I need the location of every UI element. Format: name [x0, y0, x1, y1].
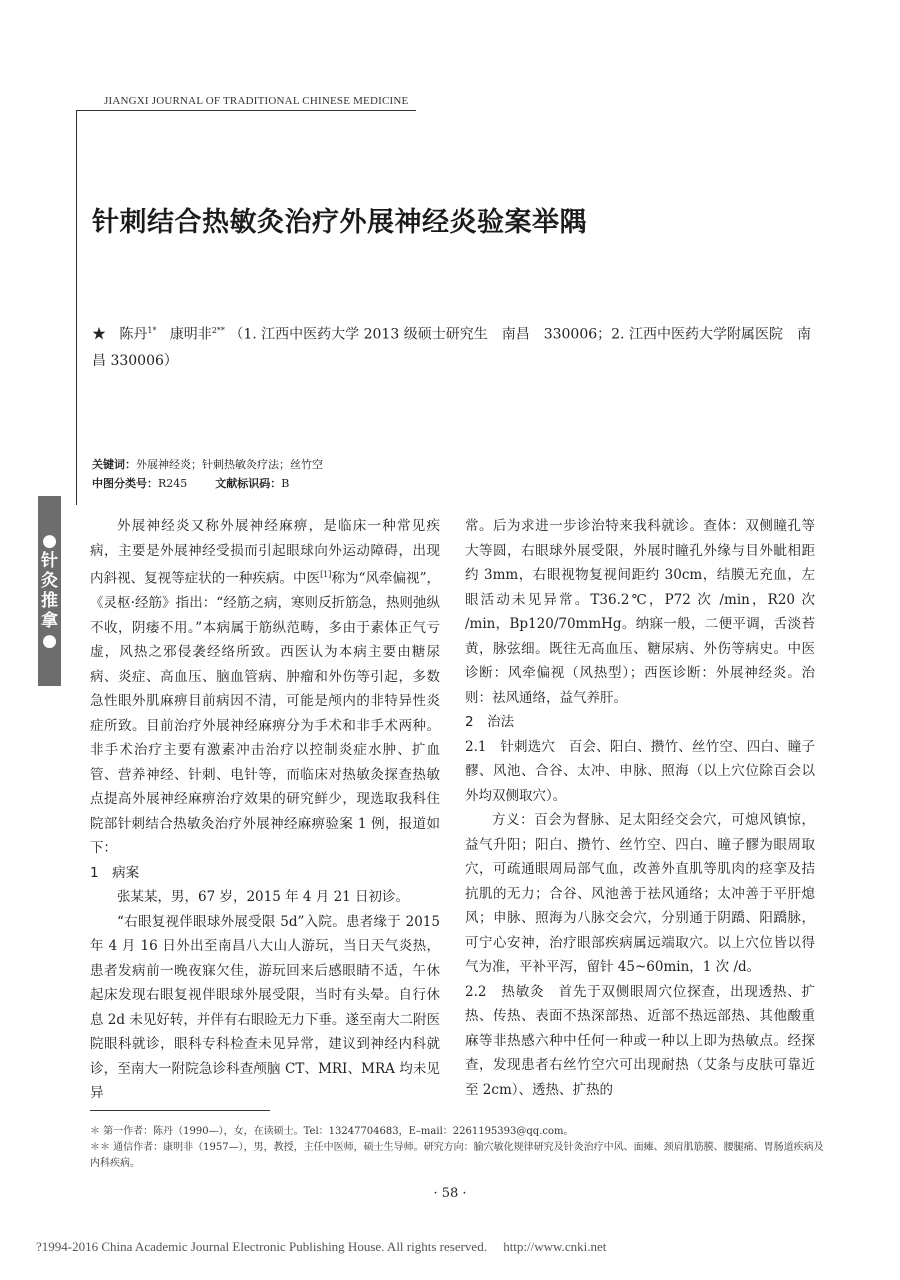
author-block	[92, 318, 812, 374]
star-icon: ★	[92, 326, 106, 343]
header-rule-corner	[76, 110, 104, 111]
tab-char: 针	[41, 551, 58, 571]
section-heading-1: 1 病案	[90, 864, 140, 881]
doc-code-value: B	[281, 477, 290, 490]
bullet-icon: ●	[42, 531, 57, 551]
intro-paragraph: 外展神经炎又称外展神经麻痹，是临床一种常见疾病，主要是外展神经受损而引起眼球向外运动障碍，出现内斜视、复视等症状的一种疾病。中医[1]称为“风牵偏视”，《灵枢·经筋》指出：“经筋之病，寒则反折筋急，热则弛纵不收，阴痿不用。”本病属于筋纵范畴，多由于素体正气亏虚，风热之邪侵袭经络所致。西医认为本病主要由糖尿病、炎症、高血压、脑血管病、肿瘤和外伤等引起，多数急性眼外肌麻痹目前病因不清，可能是颅内的非特异性炎症所致。目前治疗外展神经麻痹分为手术和非手术两种。非手术治疗主要有激素冲击治疗以控制炎症水肿、扩血管、营养神经、针刺、电针等，而临床对热敏灸探查热敏点提高外展神经麻痹治疗效果的研究鲜少，现选取我科住院部针刺结合热敏灸治疗外展神经麻痹验案 1 例，报道如下：	[90, 518, 441, 856]
right-column	[465, 514, 815, 1102]
case-paragraph: 张某某，男，67 岁，2015 年 4 月 21 日初诊。	[117, 889, 410, 905]
keywords-block	[92, 455, 323, 493]
clc-value: R245	[158, 477, 188, 490]
tab-char: 灸	[41, 571, 58, 591]
keywords-value: 外展神经炎；针刺热敏灸疗法；丝竹空	[136, 458, 323, 471]
doc-code-label: 文献标识码：	[215, 477, 282, 490]
footnote-rule	[90, 1110, 270, 1111]
footnote-1: ＊ 第一作者：陈丹（1990—），女，在读硕士。Tel：13247704683，E–mail：2261195393@qq.com。	[90, 1126, 574, 1137]
left-column	[90, 514, 440, 1106]
moxibustion-paragraph: 2.2 热敏灸 首先于双侧眼周穴位探查，出现透热、扩热、传热、表面不热深部热、近部不热远部热、其他酸重麻等非热感六种中任何一种或一种以上即为热敏点。经探查，发现患者右丝竹空穴可出现耐热（艾条与皮肤可靠近至 2cm）、透热、扩热的	[465, 983, 815, 1098]
author-2-sup: 2**	[211, 326, 225, 335]
footnote-2: ＊＊ 通信作者：康明非（1957—），男，教授，主任中医师，硕士生导师。研究方向：腧穴敏化规律研究及针灸治疗中风、面瘫、颈肩肌筋膜、腰腿痛、胃肠道疾病及内科疾病。	[90, 1142, 824, 1169]
clc-label: 中图分类号：	[92, 477, 158, 490]
case-continued-paragraph: 常。后为求进一步诊治特来我科就诊。查体：双侧瞳孔等大等圆，右眼球外展受限，外展时瞳孔外缘与目外眦相距约 3mm，右眼视物复视间距约 30cm，结膜无充血，左眼活动未见异常。T36.2℃，P72 次 /min，R20 次 /min，Bp120/70mmHg。纳寐一般，二便平调，舌淡苔黄，脉弦细。既往无高血压、糖尿病、外伤等病史。中医诊断：风牵偏视（风热型）；西医诊断：外展神经炎。治则：祛风通络，益气养肝。	[465, 518, 815, 706]
author-1-sup: 1*	[147, 326, 157, 335]
section-heading-2: 2 治法	[465, 714, 515, 730]
margin-rule	[76, 110, 77, 505]
rationale-paragraph: 方义：百会为督脉、足太阳经交会穴，可熄风镇惊，益气升阳；阳白、攒竹、丝竹空、四白、瞳子髎为眼周取穴，可疏通眼周局部气血，改善外直肌等肌肉的痉挛及拮抗肌的无力；合谷、风池善于祛风通络；太冲善于平肝熄风；申脉、照海为八脉交会穴，分别通于阴蹻、阳蹻脉，可宁心安神，治疗眼部疾病属远端取穴。以上穴位皆以得气为准，平补平泻，留针 45~60min，1 次 /d。	[465, 812, 815, 975]
acupoint-paragraph: 2.1 针刺选穴 百会、阳白、攒竹、丝竹空、四白、瞳子髎、风池、合谷、太冲、申脉、照海（以上穴位除百会以外均双侧取穴）。	[465, 738, 815, 804]
author-2: 康明非	[169, 326, 212, 343]
author-1: 陈丹	[119, 326, 148, 343]
copyright-notice: ?1994-2016 China Academic Journal Electronic Publishing House. All rights reserved. http://www.cnki.net	[36, 1239, 607, 1254]
header-rule	[104, 110, 416, 111]
journal-header: JIANGXI JOURNAL OF TRADITIONAL CHINESE MEDICINE	[104, 95, 409, 107]
case-paragraph: “右眼复视伴眼球外展受限 5d”入院。患者缘于 2015 年 4 月 16 日外出至南昌八大山人游玩，当日天气炎热，患者发病前一晚夜寐欠佳，游玩回来后感眼睛不适，午休起床发现右眼复视伴眼球外展受限，当时有头晕。自行休息 2d 未见好转，并伴有右眼睑无力下垂。遂至南大二附医院眼科就诊，眼科专科检查未见异常，建议到神经内科就诊，至南大一附院急诊科查颅脑 CT、MRI、MRA 均未见异	[90, 913, 440, 1101]
article-title: 针刺结合热敏灸治疗外展神经炎验案举隅	[92, 207, 587, 238]
affiliation: （1. 江西中医药大学 2013 级硕士研究生 南昌 330006；2. 江西中医药大学附属医院 南昌 330006）	[92, 326, 811, 369]
bullet-icon: ●	[42, 631, 57, 651]
citation-ref: [1]	[320, 570, 332, 579]
tab-char: 推	[41, 591, 58, 611]
page-number: · 58 ·	[433, 1186, 467, 1201]
footnotes	[90, 1124, 830, 1172]
keywords-label: 关键词：	[92, 458, 136, 471]
section-tab	[38, 496, 61, 686]
tab-char: 拿	[41, 611, 58, 631]
